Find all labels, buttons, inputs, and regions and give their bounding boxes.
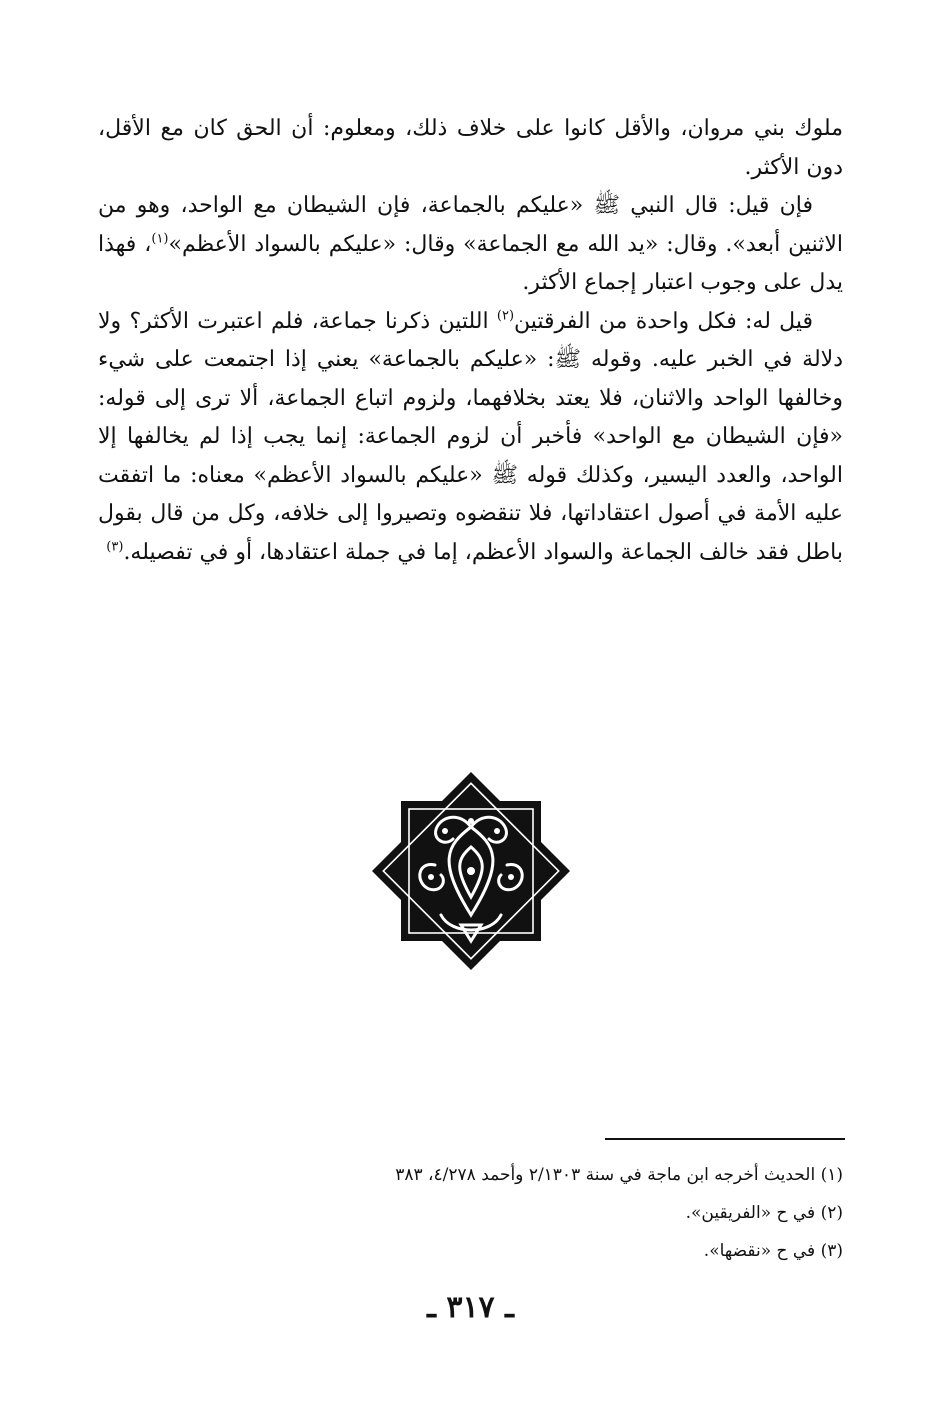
paragraph-1-text: ملوك بني مروان، والأقل كانوا على خلاف ذلك، ومعلوم: أن الحق كان مع الأقل، دون الأكثر.	[98, 116, 843, 180]
footnotes	[98, 1156, 843, 1270]
footnote-1: (١) الحديث أخرجه ابن ماجة في سنة ٢/١٣٠٣ وأحمد ٤/٢٧٨، ٣٨٣	[395, 1165, 843, 1185]
paragraph-3-text-a: قيل له: فكل واحدة من الفرقتين	[514, 308, 813, 334]
paragraph-2-text-a: فإن قيل: قال النبي ﷺ «عليكم بالجماعة، فإن الشيطان مع الواحد، وهو من الاثنين أبعد». وقال: «يد الله مع الجماعة» وقال: «عليكم بالسواد الأعظم»	[98, 193, 843, 257]
footnote-3: (٣) في ح «نقضها».	[703, 1241, 843, 1261]
footnote-2: (٢) في ح «الفريقين».	[685, 1203, 843, 1223]
footnote-ref-1: (١)	[151, 231, 169, 247]
paragraph-1	[98, 110, 843, 187]
paragraph-3	[98, 303, 843, 573]
footnote-separator	[605, 1138, 845, 1140]
paragraph-2	[98, 187, 843, 303]
page-number: ـ ٣١٧ ـ	[427, 1290, 514, 1325]
eight-pointed-star-ornament-icon	[365, 765, 577, 977]
footnote-ref-3: (٣)	[106, 539, 124, 555]
paragraph-2-text-b: ، فهذا يدل على وجوب اعتبار إجماع الأكثر.	[98, 231, 843, 295]
footnote-ref-2: (٢)	[496, 308, 515, 324]
main-text	[98, 110, 843, 572]
paragraph-3-text-b: اللتين ذكرنا جماعة، فلم اعتبرت الأكثر؟ ولا دلالة في الخبر عليه. وقوله ﷺ: «عليكم بالجماعة» يعني إذا اجتمعت على شيء وخالفها الواحد والاثنان، فلا يعتد بخلافهما، ولزوم اتباع الجماعة، ألا ترى إلى قوله: «فإن الشيطان مع الواحد» فأخبر أن لزوم الجماعة: إنما يجب إذا لم يخالفها إلا الواحد، والعدد اليسير، وكذلك قوله ﷺ «عليكم بالسواد الأعظم» معناه: ما اتفقت عليه الأمة في أصول اعتقاداتها، فلا تنقضوه وتصيروا إلى خلافه، وكل من قال بقول باطل فقد خالف الجماعة والسواد الأعظم، إما في جملة اعتقادها، أو في تفصيله.	[98, 308, 843, 565]
